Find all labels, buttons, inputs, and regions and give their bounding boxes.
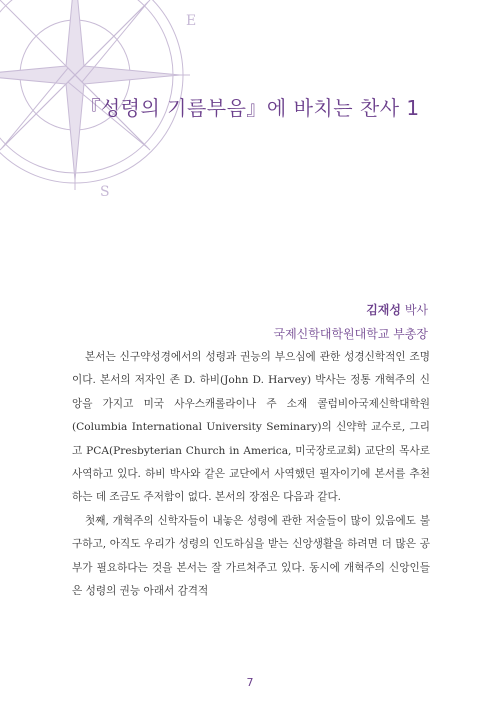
- author-suffix: 박사: [401, 303, 428, 317]
- author-line: [273, 298, 428, 322]
- author-block: [273, 298, 428, 346]
- paragraph: 본서는 신구약성경에서의 성령과 권능의 부으심에 관한 성경신학적인 조명이다. 본서의 저자인 존 D. 하비(John D. Harvey) 박사는 정통 개혁주의 신앙을 가지고 미국 사우스캐롤라이나 주 소재 콜럼비아국제신학대학원(Columbia International University Seminary)의 신약학 교수로, 그리고 PCA(Presbyterian Church in America, 미국장로교회) 교단의 목사로 사역하고 있다. 하비 박사와 같은 교단에서 사역했던 필자이기에 본서를 추천하는 데 조금도 주저함이 없다. 본서의 장점은 다음과 같다.: [72, 351, 430, 504]
- author-name: 김재성: [366, 303, 401, 317]
- compass-letter-s: S: [100, 184, 110, 200]
- chapter-title: 『성령의 기름부음』에 바치는 찬사 1: [80, 96, 420, 120]
- page-number: 7: [246, 676, 254, 689]
- paragraph: 첫째, 개혁주의 신학자들이 내놓은 성령에 관한 저술들이 많이 있음에도 불구하고, 아직도 우리가 성령의 인도하심을 받는 신앙생활을 하려면 더 많은 공부가 필요하다는 것을 본서는 잘 가르쳐주고 있다. 동시에 개혁주의 신앙인들은 성령의 권능 아래서 감격적: [72, 514, 430, 598]
- body-text: [72, 346, 430, 603]
- author-affiliation: 국제신학대학원대학교 부총장: [273, 327, 428, 341]
- compass-letter-e: E: [186, 13, 197, 29]
